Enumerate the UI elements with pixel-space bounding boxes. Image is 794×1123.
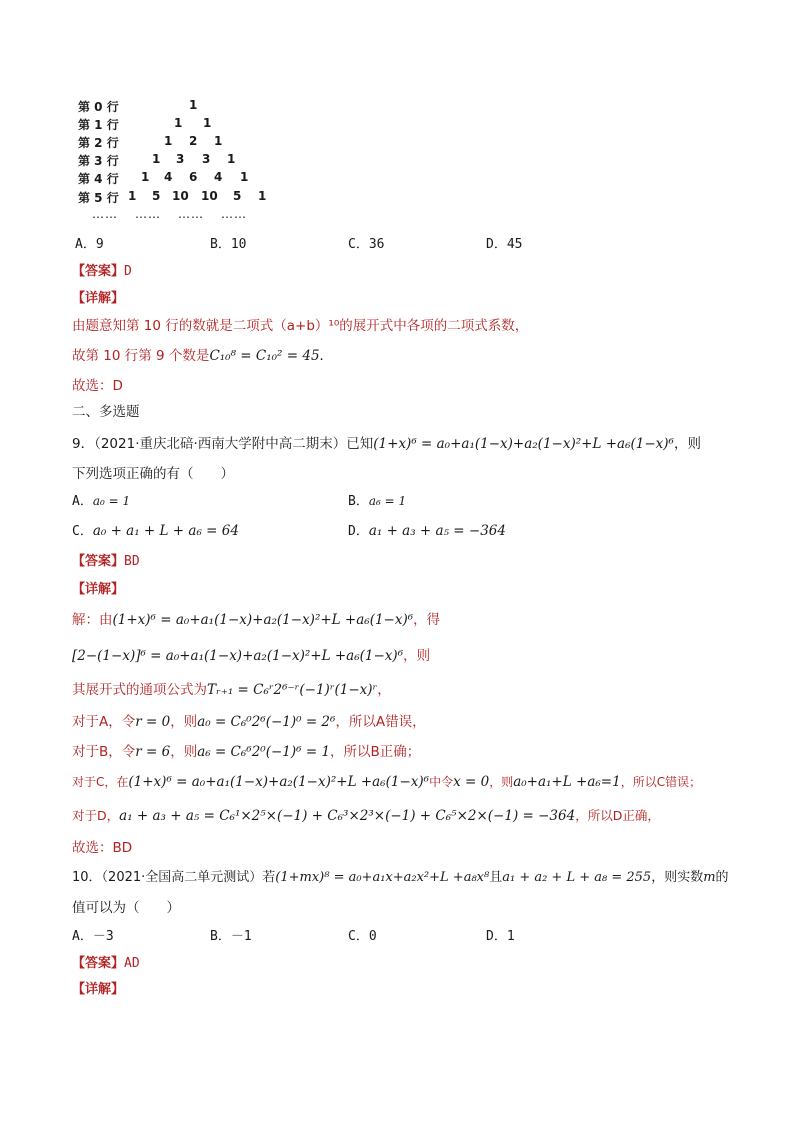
text-segment: 对于C，在 [72, 775, 129, 789]
text-segment: 故第 10 行第 9 个数是 [72, 348, 210, 364]
row-label: 第 5 行 [78, 191, 119, 205]
formula: a₁ + a₂ + L + a₈ = 255 [502, 870, 652, 885]
text-segment: ，所以C错误； [620, 775, 702, 789]
q8-option-b: B．10 [210, 237, 247, 252]
text-segment: ，所以B正确； [330, 744, 421, 760]
answer-value: D [124, 264, 132, 279]
answer-tag: 【答案】 [72, 264, 125, 279]
triangle-number: 10 [172, 189, 189, 203]
triangle-number: 1 [152, 152, 161, 166]
q9-answer [72, 550, 140, 569]
row-label: 第 3 行 [78, 154, 119, 168]
formula: r = 0 [135, 714, 171, 730]
detail-tag: 【详解】 [72, 582, 125, 597]
text-segment: 对于A，令 [72, 714, 136, 730]
text-segment: ． [319, 348, 334, 364]
triangle-number: 3 [176, 152, 185, 166]
text-segment: ，所以A错误， [335, 714, 426, 730]
q9-stem-line2: 下列选项正确的有（ ） [72, 466, 234, 482]
answer-value: AD [124, 956, 140, 971]
text-segment: ，则 [170, 714, 198, 730]
q10-stem [72, 866, 729, 885]
text-segment: ，则 [403, 648, 431, 664]
answer-tag: 【答案】 [72, 554, 125, 569]
q8-option-a: A．9 [75, 237, 104, 252]
formula: Tᵣ₊₁ = C₆ʳ2⁶⁻ʳ(−1)ʳ(1−x)ʳ [207, 682, 378, 698]
q9-solution-line [72, 678, 391, 698]
text-segment: 对于D， [72, 808, 120, 823]
triangle-number: 1 [128, 189, 137, 203]
q10-option-b: B．－1 [210, 929, 252, 944]
text-segment: 对于B，令 [72, 744, 136, 760]
text-segment: ，则实数 [651, 870, 704, 885]
text-segment: ，则 [673, 436, 701, 452]
row-label: 第 0 行 [78, 100, 119, 114]
formula: a₀ = 1 [92, 494, 131, 508]
formula: [2−(1−x)]⁶ = a₀+a₁(1−x)+a₂(1−x)²+L +a₆(1−x)⁶ [72, 648, 404, 664]
row-label: 第 2 行 [78, 136, 119, 150]
formula: a₁ + a₃ + a₅ = C₆¹×2⁵×(−1) + C₆³×2³×(−1) + C₆⁵×2×(−1) = −364 [119, 808, 576, 824]
triangle-number: 1 [240, 170, 249, 184]
formula: a₁ + a₃ + a₅ = −364 [368, 523, 506, 539]
formula: a₆ = 1 [368, 494, 407, 508]
q9-solution-line [72, 710, 426, 730]
text-segment: ，则 [489, 775, 514, 789]
triangle-number: 2 [189, 134, 198, 148]
text-segment: 且 [489, 870, 503, 885]
triangle-number: 1 [203, 116, 212, 130]
formula: C₁₀⁸ = C₁₀² = 45 [209, 348, 320, 364]
triangle-number: 4 [164, 170, 173, 184]
q10-option-d: D．1 [486, 929, 515, 944]
q9-solution-line [72, 773, 701, 790]
q9-stem [72, 432, 701, 452]
q9-solution-line [72, 806, 660, 824]
text-segment: 9．（2021·重庆北碚·西南大学附中高二期末）已知 [72, 436, 374, 452]
text-segment: ，则 [170, 744, 198, 760]
q9-solution-line [72, 644, 430, 664]
q9-option-b [348, 490, 406, 509]
text-segment: 10．（2021·全国高二单元测试）若 [72, 870, 276, 885]
q9-option-d [348, 520, 506, 539]
option-label: A． [72, 494, 93, 509]
ellipsis: …… [221, 207, 247, 221]
q9-solution-line [72, 608, 440, 628]
triangle-number: 1 [174, 116, 183, 130]
option-label: C． [72, 524, 93, 539]
formula: a₀ = C₆⁰2⁶(−1)⁰ = 2⁶ [197, 714, 336, 730]
text-segment: ，所以D正确， [575, 808, 660, 823]
triangle-number: 10 [201, 189, 218, 203]
q10-answer [72, 952, 140, 971]
q9-option-a [72, 490, 130, 509]
q8-answer [72, 260, 132, 279]
q10-option-c: C．0 [348, 929, 377, 944]
triangle-number: 3 [202, 152, 211, 166]
triangle-number: 5 [233, 189, 242, 203]
row-label: 第 1 行 [78, 118, 119, 132]
detail-tag: 【详解】 [72, 982, 125, 997]
q10-option-a: A．－3 [72, 929, 114, 944]
ellipsis: …… [135, 207, 161, 221]
q9-solution-line [72, 740, 420, 760]
detail-tag: 【详解】 [72, 291, 125, 306]
text-segment: 其展开式的通项公式为 [72, 682, 207, 698]
ellipsis: …… [92, 207, 118, 221]
text-segment: 解：由 [72, 612, 113, 628]
q9-option-c [72, 520, 239, 539]
q8-choose: 故选：D [72, 378, 123, 394]
formula: a₆ = C₆⁶2⁰(−1)⁶ = 1 [197, 744, 331, 760]
formula: (1+x)⁶ = a₀+a₁(1−x)+a₂(1−x)²+L +a₆(1−x)⁶ [373, 436, 674, 452]
triangle-number: 1 [258, 189, 267, 203]
q8-solution-line: 由题意知第 10 行的数就是二项式（a+b）¹⁰的展开式中各项的二项式系数， [72, 318, 529, 334]
formula: a₀+a₁+L +a₆=1 [513, 774, 621, 790]
triangle-number: 1 [164, 134, 173, 148]
option-label: D． [348, 524, 369, 539]
triangle-number: 1 [141, 170, 150, 184]
formula: (1+x)⁶ = a₀+a₁(1−x)+a₂(1−x)²+L +a₆(1−x)⁶ [128, 774, 430, 790]
triangle-number: 4 [214, 170, 223, 184]
triangle-number: 6 [189, 170, 198, 184]
triangle-number: 1 [214, 134, 223, 148]
text-segment: 中令 [429, 775, 454, 789]
formula: x = 0 [453, 774, 490, 790]
text-segment: ， [377, 682, 391, 698]
section-heading: 二、多选题 [72, 404, 140, 420]
q10-stem-line2: 值可以为（ ） [72, 900, 180, 916]
triangle-number: 5 [152, 189, 161, 203]
formula: (1+mx)⁸ = a₀+a₁x+a₂x²+L +a₈x⁸ [275, 870, 490, 885]
q9-choose: 故选：BD [72, 840, 133, 856]
triangle-number: 1 [189, 98, 198, 112]
q8-option-c: C．36 [348, 237, 385, 252]
ellipsis: …… [178, 207, 204, 221]
q8-option-d: D．45 [486, 237, 523, 252]
answer-tag: 【答案】 [72, 956, 125, 971]
formula: r = 6 [135, 744, 171, 760]
text-segment: ，得 [413, 612, 441, 628]
triangle-number: 1 [227, 152, 236, 166]
text-segment: 的 [715, 870, 729, 885]
row-label: 第 4 行 [78, 172, 119, 186]
formula: m [703, 870, 716, 885]
formula: a₀ + a₁ + L + a₆ = 64 [92, 523, 239, 539]
q8-solution-line [72, 344, 333, 364]
option-label: B． [348, 494, 369, 509]
answer-value: BD [124, 554, 140, 569]
formula: (1+x)⁶ = a₀+a₁(1−x)+a₂(1−x)²+L +a₆(1−x)⁶ [112, 612, 414, 628]
